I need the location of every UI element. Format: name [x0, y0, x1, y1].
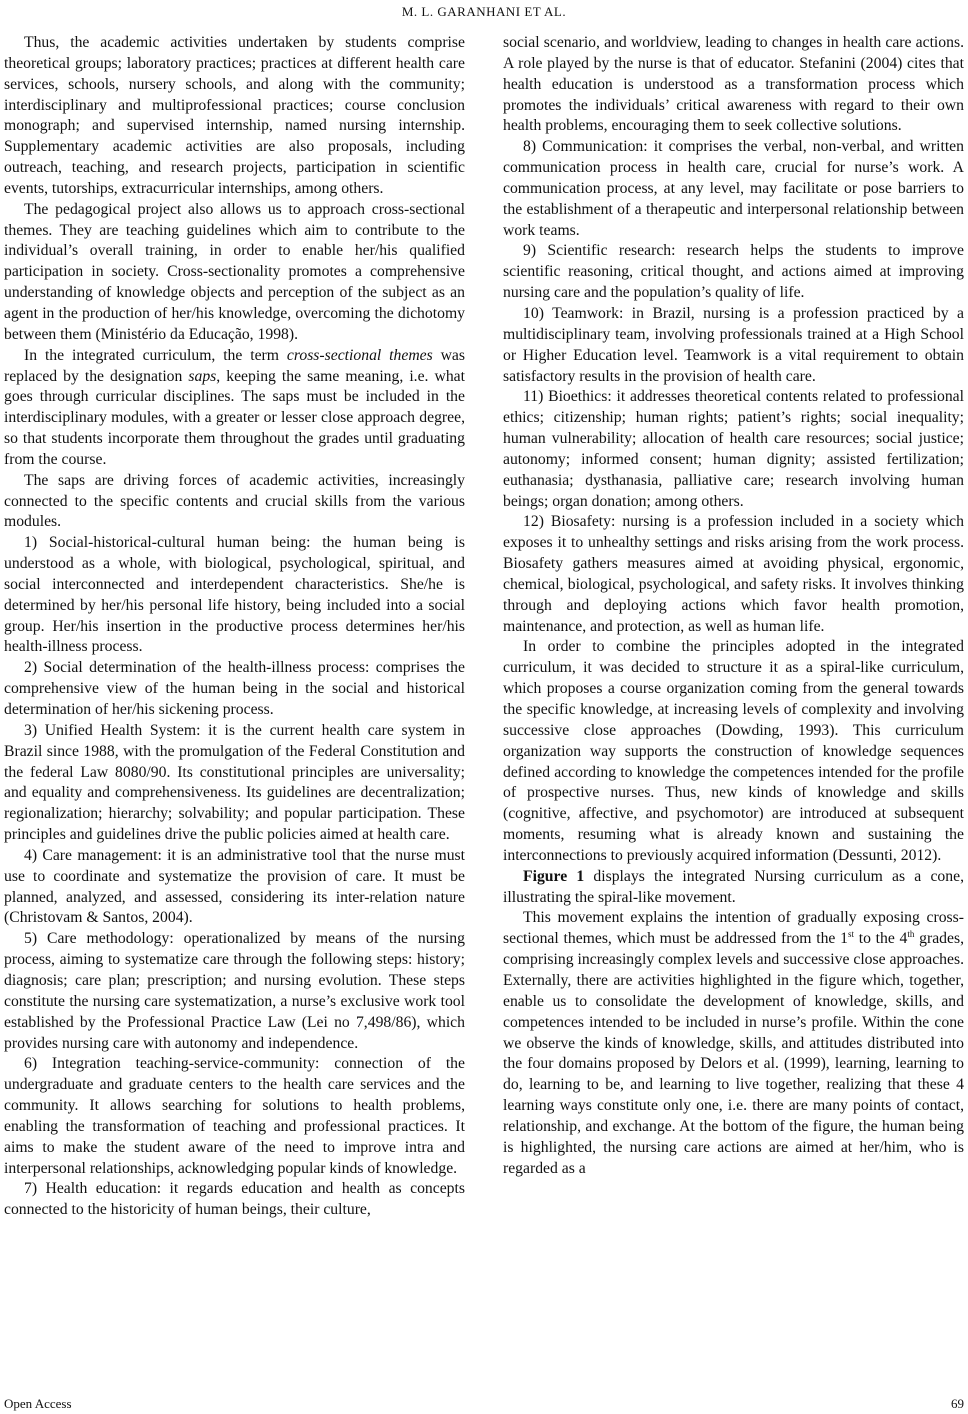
figure-reference[interactable]: Figure 1 — [523, 867, 585, 885]
paragraph: In the integrated curriculum, the term cross-sectional themes was replaced by the designation saps, keeping the same meaning, i.e. what goes through curricular disciplines. The saps must be included in the interdisciplinary modules, with a greater or lesser close approach degree, so that students incorporate them throughout the grades until graduating from the course. — [4, 346, 465, 468]
paragraph: 2) Social determination of the health-illness process: comprises the comprehensive view of the human being in the social and historical determination of her/his sickening process. — [4, 659, 465, 718]
italic-term: cross-sectional themes — [286, 346, 433, 364]
paragraph: In order to combine the principles adopted in the integrated curriculum, it was decided to structure it as a spiral-like curriculum, which proposes a course organization coming from the general towards the specific knowledge, at increasing levels of complexity and involving successive close approaches (Dowding, 1993). This curriculum organization way supports the construction of knowledge sequences defined according to knowledge the competences intended for the profile of prospective nurses. Thus, new kinds of knowledge and skills (cognitive, affective, and psychomotor) are introduced at subsequent moments, resuming what is already known and sustaining the interconnections to previously acquired information (Dessunti, 2012). — [503, 638, 964, 864]
paragraph: 7) Health education: it regards education and health as concepts connected to the historicity of human beings, their culture, — [4, 1180, 465, 1219]
paragraph: 10) Teamwork: in Brazil, nursing is a profession practiced by a multidisciplinary team, involving professionals trained at a High School or Higher Education level. Teamwork is a vital requirement to obtain satisfactory results in the provision of health care. — [503, 304, 964, 385]
paragraph: The saps are driving forces of academic activities, increasingly connected to the specific contents and crucial skills from the various modules. — [4, 471, 465, 531]
paragraph: social scenario, and worldview, leading to changes in health care actions. A role played by the nurse is that of educator. Stefanini (2004) cites that health education is understood as a transformation process which promotes the individuals’ critical awareness with regard to their own health problems, encouraging them to seek collective solutions. — [503, 34, 964, 135]
paragraph: 4) Care management: it is an administrative tool that the nurse must use to coordinate and systematize the provision of care. It must be planned, analyzed, and assessed, considering its inter-relation nature (Christovam & Santos, 2004). — [4, 846, 465, 927]
paragraph: Thus, the academic activities undertaken by students comprise theoretical groups; laboratory practices; practices at different health care services, schools, nursery schools, and along with the community; interdisciplinary and multiprofessional practices; course conclusion monograph; and supervised internship, named nursing internship. Supplementary academic activities are also proposals, including outreach, teaching, and research projects, participation in scientific events, tutorships, extracurricular internships, among others. — [4, 34, 465, 197]
paragraph: 5) Care methodology: operationalized by means of the nursing process, aiming to systematize care through the following steps: history; diagnosis; care plan; prescription; and nursing evolution. These steps constitute the nursing care systematization, a nurse’s exclusive work tool established by the Professional Practice Law (Lei no 7,498/86), which provides nursing care with autonomy and independence. — [4, 930, 465, 1052]
page-number: 69 — [951, 1396, 964, 1411]
paragraph: 9) Scientific research: research helps the students to improve scientific reasoning, critical thought, and actions aimed at improving nursing care and the population’s quality of life. — [503, 242, 964, 302]
running-head: M. L. GARANHANI ET AL. — [401, 4, 567, 19]
figure-reference-paragraph: Figure 1 displays the integrated Nursing curriculum as a cone, illustrating the spiral-like movement. — [503, 867, 965, 906]
ordinal-suffix: st — [847, 929, 854, 940]
paragraph: 11) Bioethics: it addresses theoretical contents related to professional ethics; citizenship; human rights; patient’s rights; social inequality; human vulnerability; allocation of health care resources; social justice; autonomy; informed consent; human dignity; assisted fertilization; euthanasia; dysthanasia, palliative care; research involving human beings; organ donation; among others. — [503, 388, 964, 510]
paragraph: 12) Biosafety: nursing is a profession included in a society which exposes it to unhealthy settings and risks arising from the work process. Biosafety gathers measures aimed at avoiding physical, ergonomic, chemical, biological, psychological, and safety risks. It involves thinking through and deploying actions which favor health promotion, maintenance, and protection, as well as human life. — [503, 513, 964, 635]
footer-open-access: Open Access — [4, 1396, 72, 1411]
ordinal-suffix: th — [907, 929, 915, 940]
paragraph: 3) Unified Health System: it is the current health care system in Brazil since 1988, with the promulgation of the Federal Constitution and the federal Law 8080/90. Its constitutional principles are universality; and equality and comprehensiveness. Its guidelines are decentralization; regionalization; hierarchy; solvability; and popular participation. These principles and guidelines drive the public policies aimed at health care. — [4, 721, 465, 844]
paragraph: This movement explains the intention of gradually exposing cross-sectional themes, which must be addressed from the 1st to the 4th grades, comprising increasingly complex levels and successive close approaches. Externally, there are activities highlighted in the figure which, together, enable us to consolidate the development of knowledge, skills, and competences intended to be included in nurse’s profile. Within the cone we observe the kinds of knowledge, skills, and attitudes distributed into the four domains proposed by Delors et al. (1999), learning, learning to do, learning to be, and learning to live together, realizing that these 4 learning ways constitute only one, i.e. there are many points of contact, relationship, and exchange. At the bottom of the figure, the human being is highlighted, the nursing care actions are aimed at her/him, who is regarded as a — [503, 909, 964, 1177]
italic-term: saps — [188, 367, 217, 385]
left-column — [4, 33, 465, 1221]
right-column — [503, 33, 964, 1179]
paragraph: 8) Communication: it comprises the verbal, non-verbal, and written communication process in health care, crucial for nurse’s work. A communication process, at any level, may facilitate or pose barriers to the establishment of a therapeutic and interpersonal relationship between work teams. — [503, 138, 964, 239]
paragraph: 1) Social-historical-cultural human being: the human being is understood as a whole, with biological, psychological, spiritual, and social interconnected and interdependent characteristics. She/he is determined by her/his personal life history, being included into a social group. Her/his insertion in the productive process determines her/his health-illness process. — [4, 534, 465, 656]
paragraph: The pedagogical project also allows us to approach cross-sectional themes. They are teaching guidelines which aim to contribute to the individual’s overall training, in order to enable her/his qualified participation in society. Cross-sectionality promotes a comprehensive understanding of knowledge objects and perception of the subject as an agent in the production of her/his knowledge, overcoming the dichotomy between them (Ministério da Educação, 1998). — [4, 200, 465, 343]
paragraph: 6) Integration teaching-service-community: connection of the undergraduate and graduate centers to the health care services and the community. It allows searching for solutions to health problems, enabling the transformation of teaching and professional practices. It aims to make the student aware of the need to improve intra and interpersonal relationships, acknowledging popular kinds of knowledge. — [4, 1055, 465, 1177]
